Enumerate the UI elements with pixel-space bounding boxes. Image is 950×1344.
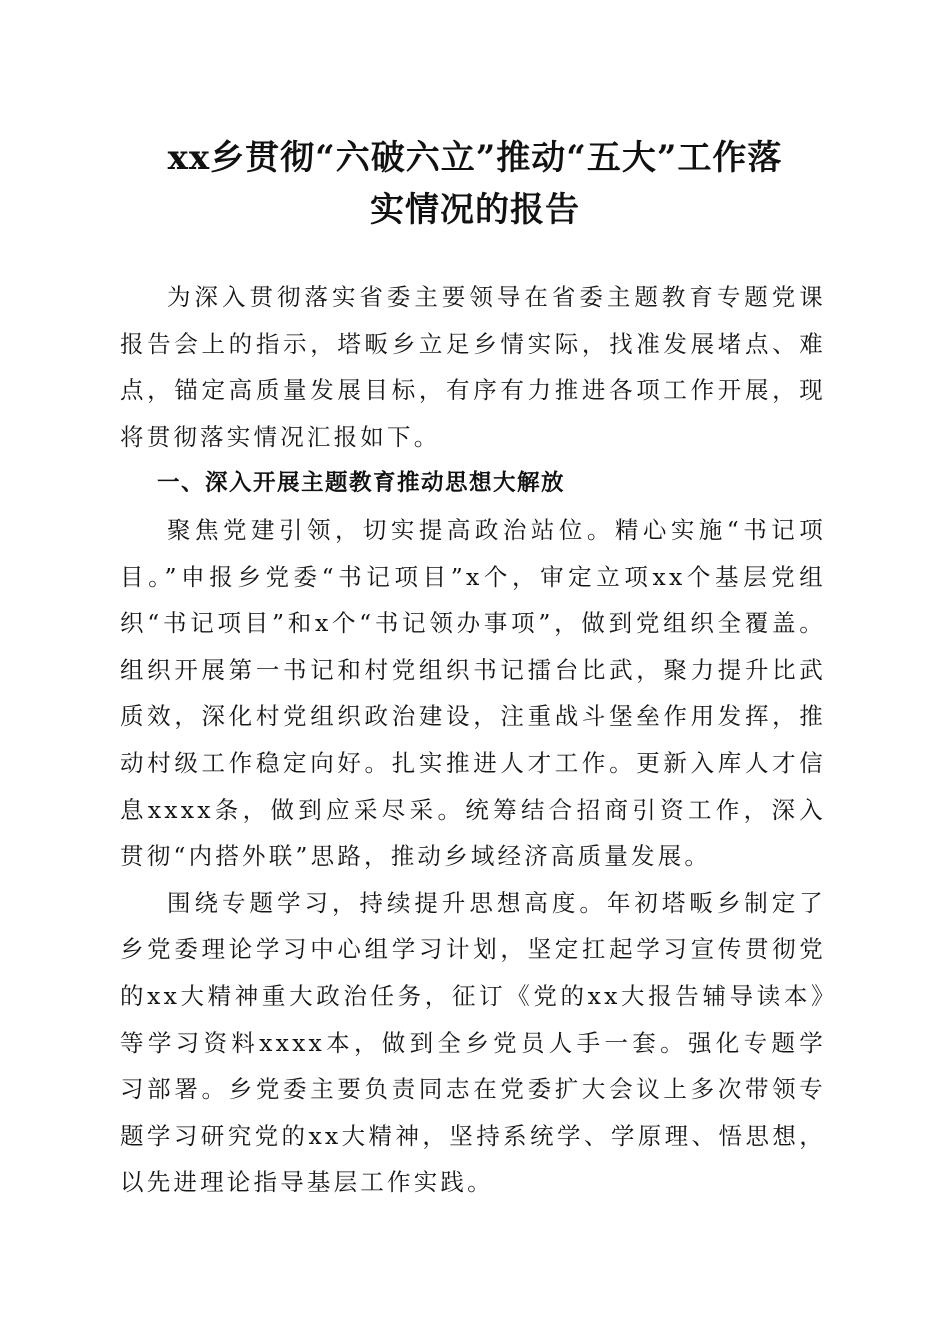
body-paragraph-party-building: 聚焦党建引领，切实提高政治站位。精心实施“书记项目。”申报乡党委“书记项目”x个，审定立项xx个基层党组织“书记项目”和x个“书记领办事项”，做到党组织全覆盖。组织开展第一书记和村党组织书记擂台比武，聚力提升比武质效，深化村党组织政治建设，注重战斗堡垒作用发挥，推动村级工作稳定向好。扎实推进人才工作。更新入库人才信息xxxx条，做到应采尽采。统筹结合招商引资工作，深入贯彻“内搭外联”思路，推动乡域经济高质量发展。 — [120, 515, 826, 871]
body-paragraph-study: 围绕专题学习，持续提升思想高度。年初塔畈乡制定了乡党委理论学习中心组学习计划，坚定扛起学习宣传贯彻党的xx大精神重大政治任务，征订《党的xx大报告辅导读本》等学习资料xxxx本，做到全乡党员人手一套。强化专题学习部署。乡党委主要负责同志在党委扩大会议上多次带领专题学习研究党的xx大精神，坚持系统学、学原理、悟思想，以先进理论指导基层工作实践。 — [120, 888, 826, 1197]
title-line-2: 实情况的报告 — [370, 190, 580, 230]
intro-paragraph: 为深入贯彻落实省委主要领导在省委主题教育专题党课报告会上的指示，塔畈乡立足乡情实际，找准发展堵点、难点，锚定高质量发展目标，有序有力推进各项工作开展，现将贯彻落实情况汇报如下。 — [120, 283, 826, 451]
document-title — [100, 132, 850, 236]
title-line-1: xx乡贯彻“六破六立”推动“五大”工作落 — [167, 138, 783, 178]
document-body — [120, 274, 826, 1206]
section-heading-1: 一、深入开展主题教育推动思想大解放 — [157, 470, 566, 497]
